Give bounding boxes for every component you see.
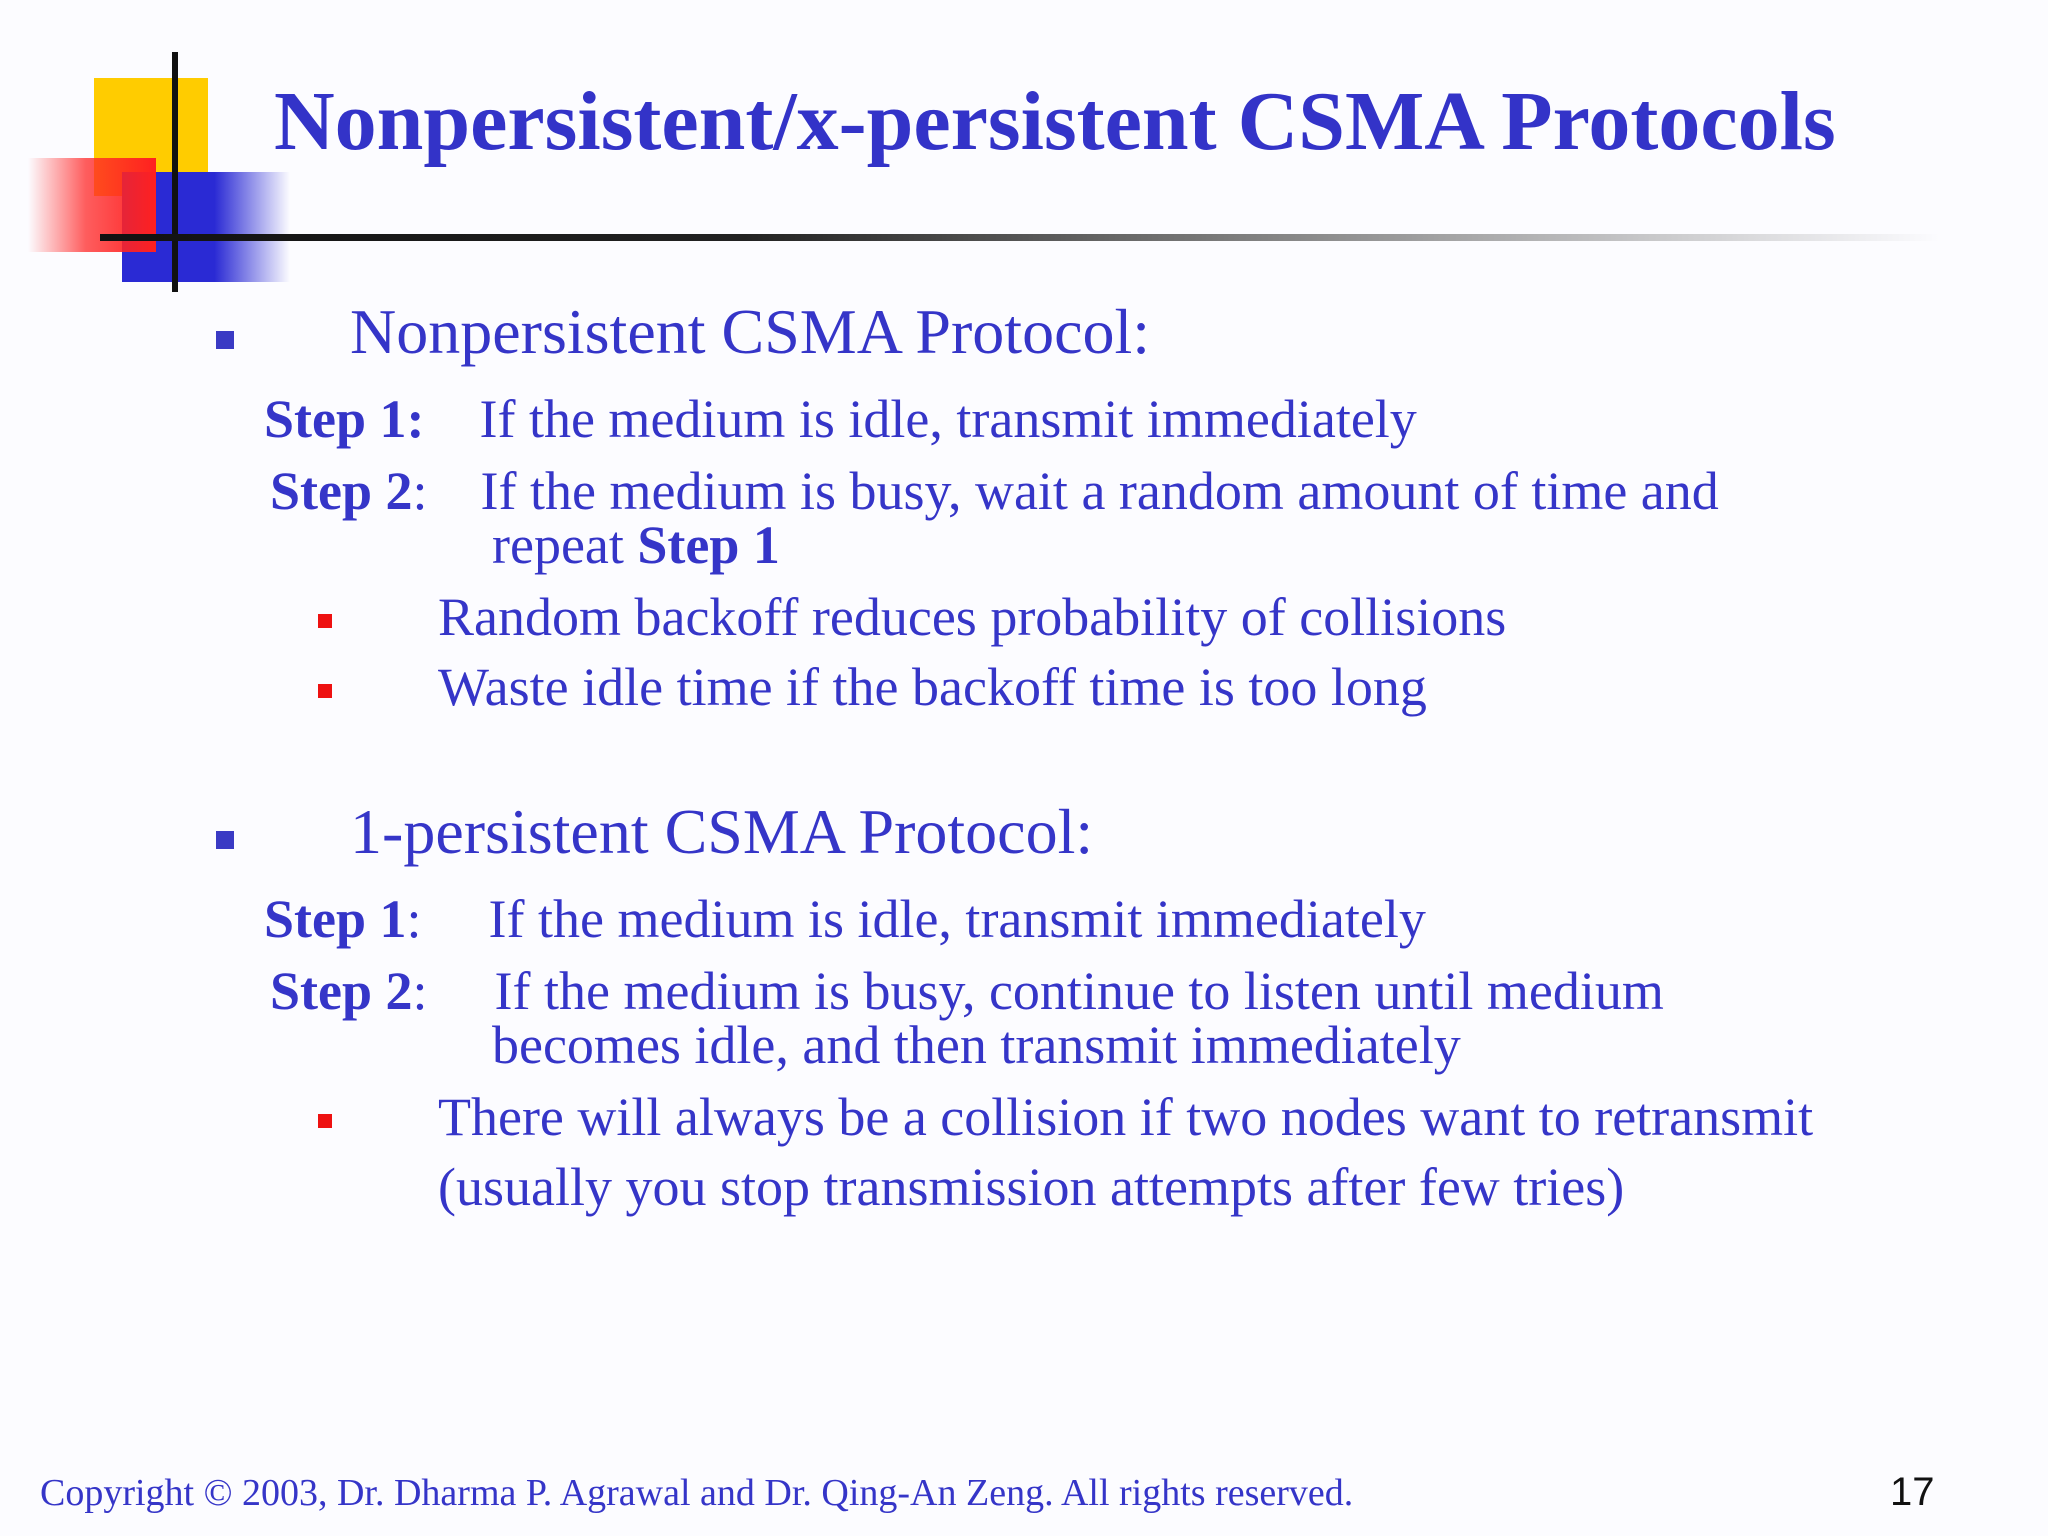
decor-vertical-line — [172, 52, 178, 292]
section1-step2 — [270, 461, 1719, 521]
slide-title: Nonpersistent/x-persistent CSMA Protocols — [274, 75, 1836, 168]
section1-step1 — [264, 389, 1417, 449]
step-reference: Step 1 — [637, 515, 780, 575]
step-text: If the medium is busy, continue to listen until medium — [494, 961, 1664, 1021]
section2-heading: 1-persistent CSMA Protocol: — [350, 796, 1094, 867]
section2-sub-bullet-line2: (usually you stop transmission attempts after few tries) — [438, 1157, 1625, 1217]
section2-step1 — [264, 889, 1426, 949]
bullet-square-icon — [216, 831, 234, 849]
step-colon: : — [412, 461, 428, 521]
page-number: 17 — [1890, 1470, 1935, 1514]
title-underline — [100, 234, 1940, 241]
step-text: If the medium is idle, transmit immediately — [488, 889, 1426, 949]
section2-step2-continuation: becomes idle, and then transmit immediately — [492, 1015, 1461, 1075]
section1-sub-bullet: Random backoff reduces probability of collisions — [438, 587, 1507, 647]
section1-step2-continuation — [492, 515, 780, 575]
section1-heading: Nonpersistent CSMA Protocol: — [350, 296, 1151, 367]
section1-sub-bullet: Waste idle time if the backoff time is too long — [438, 657, 1427, 717]
step-text: If the medium is busy, wait a random amount of time and — [480, 461, 1719, 521]
section2-step2 — [270, 961, 1664, 1021]
bullet-square-icon — [216, 331, 234, 349]
bullet-red-square-icon — [318, 614, 332, 628]
step-label: Step 2 — [270, 461, 413, 521]
step-label: Step 2 — [270, 961, 413, 1021]
section2-sub-bullet-line1: There will always be a collision if two nodes want to retransmit — [438, 1087, 1814, 1147]
bullet-red-square-icon — [318, 684, 332, 698]
step-colon: : — [412, 961, 428, 1021]
step-text: If the medium is idle, transmit immediately — [479, 389, 1417, 449]
bullet-red-square-icon — [318, 1114, 332, 1128]
continuation-text: repeat — [492, 515, 638, 575]
step-label: Step 1: — [264, 389, 425, 449]
step-label: Step 1 — [264, 889, 407, 949]
step-colon: : — [406, 889, 422, 949]
copyright-footer: Copyright © 2003, Dr. Dharma P. Agrawal and Dr. Qing-An Zeng. All rights reserved. — [40, 1472, 1354, 1514]
